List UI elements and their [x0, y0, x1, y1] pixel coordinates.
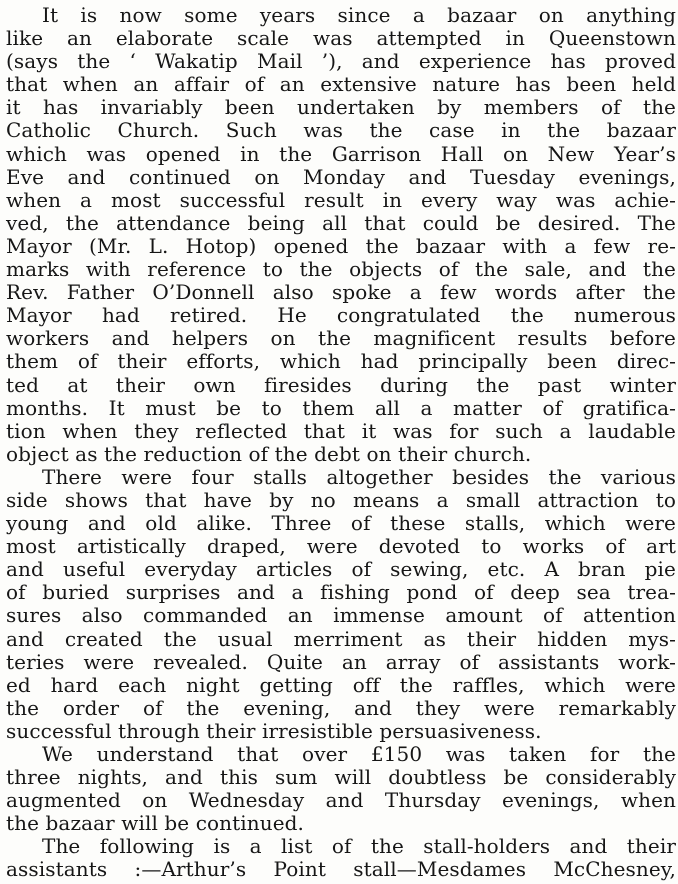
- text-line: The following is a list of the stall-holders and their: [42, 834, 676, 859]
- text-line: successful through their irresistible persuasiveness.: [6, 718, 542, 743]
- text-line: it has invariably been undertaken by members of the: [6, 95, 676, 120]
- text-line: marks with reference to the objects of the sale, and the: [6, 257, 676, 282]
- text-line: of buried surprises and a fishing pond of deep sea trea-: [6, 580, 676, 605]
- text-line: There were four stalls altogether besides the various: [42, 464, 676, 489]
- text-line: object as the reduction of the debt on their church.: [6, 441, 532, 466]
- text-line: side shows that have by no means a small attraction to: [6, 487, 676, 512]
- text-line: workers and helpers on the magnificent results before: [6, 326, 676, 351]
- text-line: and useful everyday articles of sewing, etc. A bran pie: [6, 557, 676, 582]
- paragraph-4: [6, 835, 676, 881]
- paragraph-1: [6, 4, 676, 466]
- text-line: Mayor (Mr. L. Hotop) opened the bazaar with a few re-: [6, 233, 676, 258]
- article-column: [6, 4, 676, 882]
- text-line: ved, the attendance being all that could be desired. The: [6, 210, 676, 235]
- text-line: the bazaar will be continued.: [6, 811, 305, 836]
- text-line: ed hard each night getting off the raffles, which were: [6, 672, 676, 697]
- text-line: augmented on Wednesday and Thursday evenings, when: [6, 788, 676, 813]
- text-line: Catholic Church. Such was the case in the bazaar: [6, 118, 676, 143]
- text-line: which was opened in the Garrison Hall on New Year’s: [6, 141, 676, 166]
- text-line: sures also commanded an immense amount of attention: [6, 603, 676, 628]
- text-line: ted at their own firesides during the past winter: [6, 372, 676, 397]
- text-line: assistants :—Arthur’s Point stall—Mesdames McChesney,: [6, 857, 676, 882]
- text-line: when a most successful result in every way was achie-: [6, 187, 676, 212]
- paragraph-3: [6, 743, 676, 835]
- text-line: the order of the evening, and they were remarkably: [6, 695, 676, 720]
- text-line: most artistically draped, were devoted to works of art: [6, 534, 676, 559]
- text-line: It is now some years since a bazaar on anything: [42, 3, 676, 27]
- text-line: them of their efforts, which had principally been direc-: [6, 349, 676, 374]
- text-line: young and old alike. Three of these stalls, which were: [6, 511, 676, 536]
- text-line: and created the usual merriment as their hidden mys-: [6, 626, 676, 651]
- text-line: Rev. Father O’Donnell also spoke a few words after the: [6, 280, 676, 305]
- text-line: three nights, and this sum will doubtless be considerably: [6, 765, 676, 790]
- text-line: teries were revealed. Quite an array of assistants work-: [6, 649, 676, 674]
- text-line: Eve and continued on Monday and Tuesday evenings,: [6, 164, 676, 189]
- text-line: that when an affair of an extensive nature has been held: [6, 72, 676, 97]
- text-line: like an elaborate scale was attempted in Queenstown: [6, 26, 676, 51]
- text-line: Mayor had retired. He congratulated the numerous: [6, 303, 676, 328]
- text-line: tion when they reflected that it was for such a laudable: [6, 418, 676, 443]
- text-line: months. It must be to them all a matter of gratifica-: [6, 395, 676, 420]
- paragraph-2: [6, 466, 676, 743]
- text-line: (says the ‘ Wakatip Mail ’), and experience has proved: [6, 49, 676, 74]
- text-line: We understand that over £150 was taken for the: [42, 742, 676, 766]
